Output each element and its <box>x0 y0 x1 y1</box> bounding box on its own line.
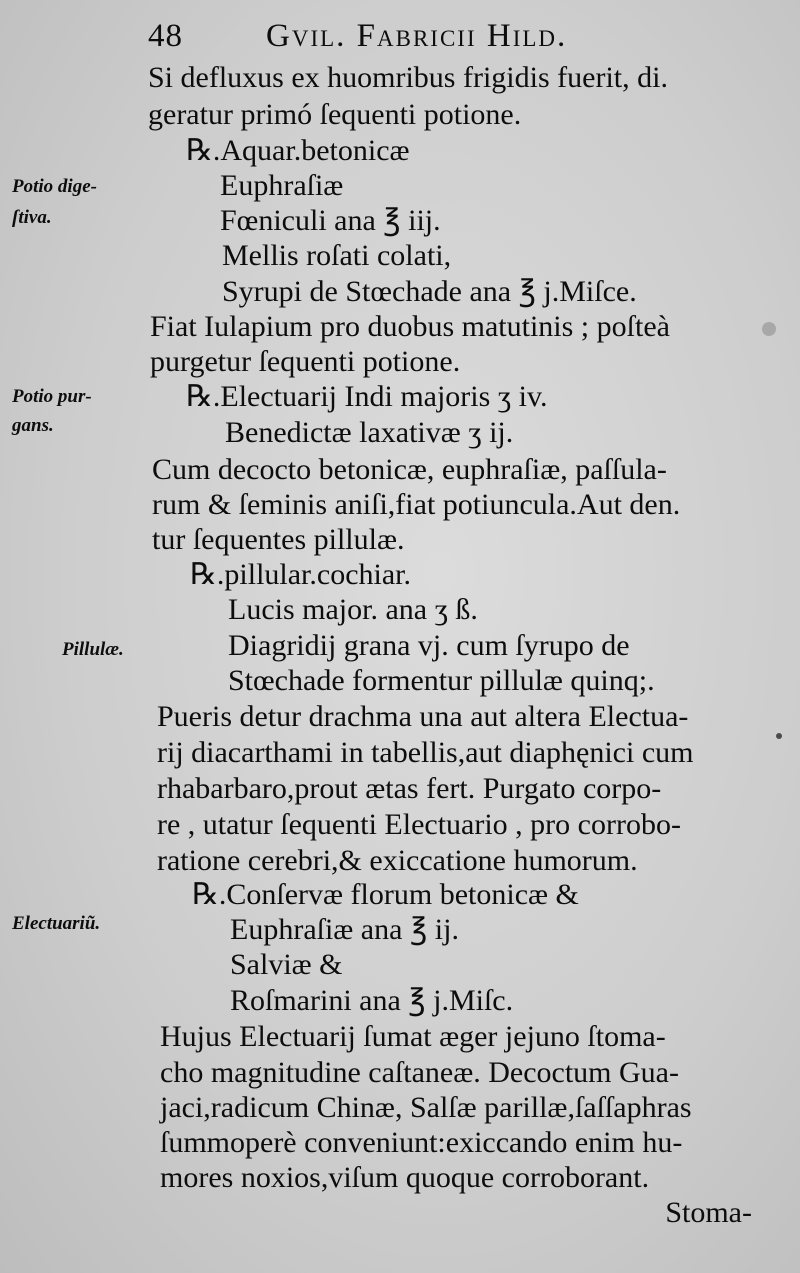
text-line: rum & ſeminis aniſi,fiat potiuncula.Aut den. <box>152 488 681 521</box>
text-line: Lucis major. ana ʒ ß. <box>228 593 478 626</box>
text-line: Roſmarini ana ℥ j.Miſc. <box>230 984 514 1017</box>
text-line: Benedictæ laxativæ ʒ ij. <box>225 416 514 449</box>
page-header <box>148 18 668 62</box>
running-title: Gvil. Fabricii Hild. <box>266 18 568 54</box>
text-line: Hujus Electuarij ſumat æger jejuno ſtoma- <box>160 1020 666 1053</box>
text-line: Euphraſiæ ana ℥ ij. <box>230 913 459 946</box>
text-line: ℞.Electuarij Indi majoris ʒ iv. <box>186 380 548 413</box>
text-line: jaci,radicum Chinæ, Salſæ parillæ,ſaſſaphras <box>160 1091 692 1124</box>
text-line: Mellis roſati colati, <box>222 239 452 272</box>
text-line: re , utatur ſequenti Electuario , pro corrobo- <box>157 808 681 841</box>
text-line: Euphraſiæ <box>220 169 344 202</box>
margin-note: Potio pur- <box>12 386 92 407</box>
text-line: ratione cerebri,& exiccatione humorum. <box>157 844 638 877</box>
margin-note: Electuariũ. <box>12 913 101 934</box>
page-number: 48 <box>148 18 183 54</box>
margin-note: gans. <box>12 415 54 436</box>
text-line: mores noxios,viſum quoque corroborant. <box>160 1161 650 1194</box>
text-line: Fiat Iulapium pro duobus matutinis ; poſteà <box>150 310 670 343</box>
catchword: Stoma- <box>665 1196 752 1229</box>
margin-note: Potio dige- <box>12 176 97 197</box>
ink-spot <box>776 733 782 739</box>
text-line: cho magnitudine caſtaneæ. Decoctum Gua- <box>160 1056 679 1089</box>
margin-note: Pillulæ. <box>62 639 124 660</box>
text-line: Pueris detur drachma una aut altera Electua- <box>157 700 689 733</box>
text-line: rhabarbaro,prout ætas fert. Purgato corpo- <box>157 772 662 805</box>
text-line: Diagridij grana vj. cum ſyrupo de <box>228 629 630 662</box>
text-line: Syrupi de Stœchade ana ℥ j.Miſce. <box>222 275 637 308</box>
text-line: tur ſequentes pillulæ. <box>152 523 405 556</box>
text-line: Stœchade formentur pillulæ quinq;. <box>228 664 655 697</box>
ink-spot <box>762 322 776 336</box>
text-line: ℞.Conſervæ florum betonicæ & <box>192 878 579 911</box>
text-line: rij diacarthami in tabellis,aut diaphęnici cum <box>157 736 694 769</box>
text-line: geratur primó ſequenti potione. <box>148 98 522 131</box>
text-line: Salviæ & <box>230 948 343 981</box>
text-line: Cum decocto betonicæ, euphraſiæ, paſſula- <box>152 453 667 486</box>
text-line: ℞.pillular.cochiar. <box>190 558 412 591</box>
text-line: ℞.Aquar.betonicæ <box>186 134 410 167</box>
text-line: ſummoperè conveniunt:exiccando enim hu- <box>160 1126 683 1159</box>
margin-note: ſtiva. <box>12 207 52 228</box>
text-line: purgetur ſequenti potione. <box>150 345 461 378</box>
text-line: Si defluxus ex huomribus frigidis fuerit, di. <box>148 61 668 94</box>
text-line: Fœniculi ana ℥ iij. <box>220 204 441 237</box>
